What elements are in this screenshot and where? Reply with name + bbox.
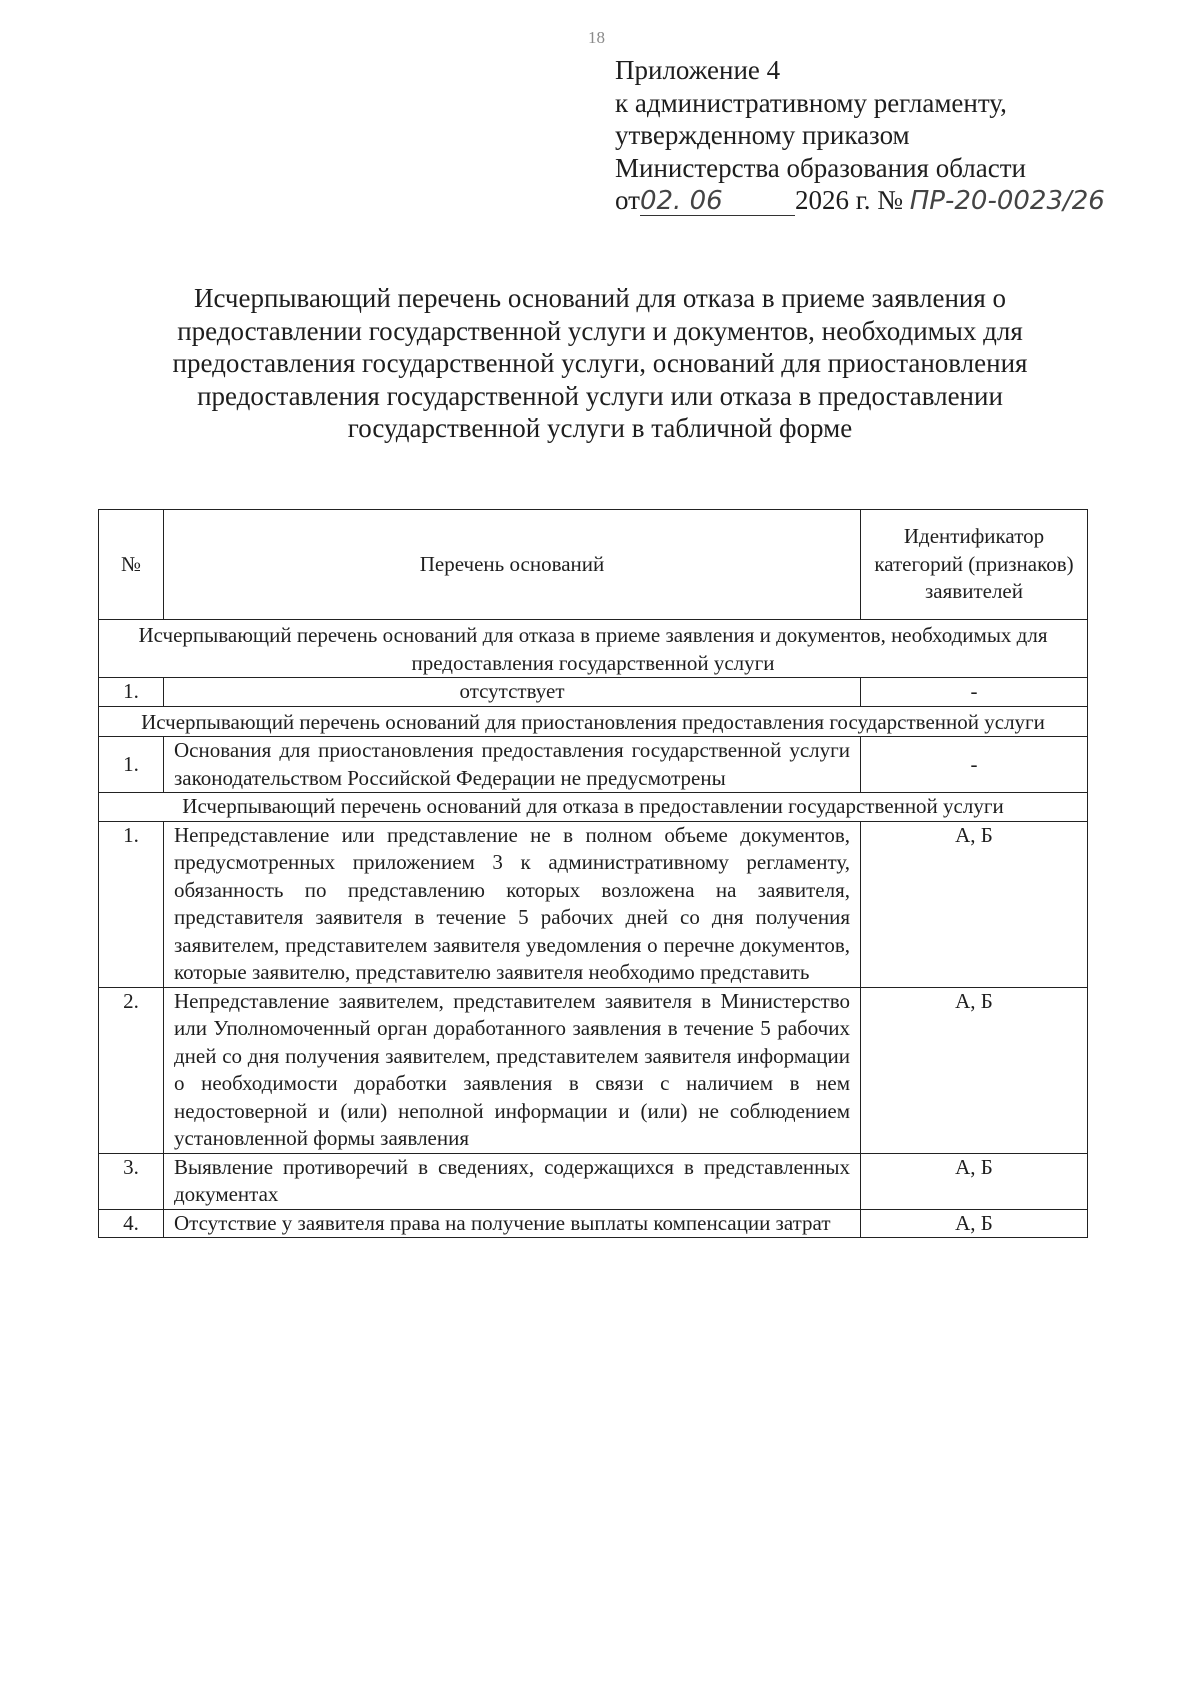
table-row	[99, 737, 1088, 793]
appendix-line-1: Приложение 4	[615, 55, 781, 85]
appendix-block	[615, 54, 1105, 218]
header-grounds: Перечень оснований	[164, 510, 861, 620]
table-header-row	[99, 510, 1088, 620]
appendix-line-4: Министерства образования области	[615, 152, 1026, 183]
row-num: 2.	[99, 987, 164, 1153]
section-row	[99, 620, 1088, 678]
document-title: Исчерпывающий перечень оснований для отказа в приеме заявления о предоставлении государственной услуги и документов, необходимых для предоставления государственной услуги, оснований для приостановления предоставления государственной услуги или отказа в предоставлении государственной услуги в табличной форме	[172, 283, 1028, 443]
table-row	[99, 821, 1088, 987]
row-text: отсутствует	[164, 678, 861, 707]
row-text: Отсутствие у заявителя права на получение выплаты компенсации затрат	[164, 1209, 861, 1238]
grounds-table	[98, 509, 1088, 1238]
section-row	[99, 706, 1088, 737]
appendix-line-2: к административному регламенту,	[615, 87, 1007, 118]
row-text: Непредставление заявителем, представителем заявителя в Министерство или Уполномоченный орган доработанного заявления в течение 5 рабочих дней со дня получения заявителем, представителем заявителя информации о необходимости доработки заявления в связи с наличием в нем недостоверной и (или) неполной информации и (или) не соблюдением установленной формы заявления	[164, 987, 861, 1153]
appendix-date-line	[615, 184, 1105, 218]
row-text: Выявление противоречий в сведениях, содержащихся в представленных документах	[164, 1153, 861, 1209]
date-prefix: от	[615, 185, 640, 215]
row-identifier: -	[861, 737, 1088, 793]
row-identifier: А, Б	[861, 1209, 1088, 1238]
header-identifier: Идентификатор категорий (признаков) заявителей	[861, 510, 1088, 620]
table-row	[99, 987, 1088, 1153]
row-text: Основания для приостановления предоставления государственной услуги законодательством Российской Федерации не предусмотрены	[164, 737, 861, 793]
table-row	[99, 1153, 1088, 1209]
section-title-2: Исчерпывающий перечень оснований для приостановления предоставления государственной услуги	[99, 706, 1088, 737]
row-identifier: А, Б	[861, 1153, 1088, 1209]
row-identifier: А, Б	[861, 987, 1088, 1153]
row-num: 4.	[99, 1209, 164, 1238]
row-text: Непредставление или представление не в полном объеме документов, предусмотренных приложением 3 к административному регламенту, обязанность по представлению которых возложена на заявителя, представителя заявителя в течение 5 рабочих дней со дня получения заявителем, представителем заявителя уведомления о перечне документов, которые заявителю, представителю заявителя необходимо представить	[164, 821, 861, 987]
row-num: 1.	[99, 737, 164, 793]
section-title-3: Исчерпывающий перечень оснований для отказа в предоставлении государственной услуги	[99, 793, 1088, 822]
row-num: 3.	[99, 1153, 164, 1209]
handwritten-date: 02. 06	[639, 186, 723, 216]
appendix-line-3: утвержденному приказом	[615, 120, 910, 150]
section-row	[99, 793, 1088, 822]
year-text: 2026 г. №	[794, 185, 903, 215]
row-num: 1.	[99, 678, 164, 707]
table-row	[99, 1209, 1088, 1238]
table-row	[99, 678, 1088, 707]
row-identifier: А, Б	[861, 821, 1088, 987]
date-field	[640, 187, 795, 216]
handwritten-number: ПР-20-0023/26	[909, 186, 1105, 216]
page-number: 18	[588, 28, 605, 47]
header-num: №	[99, 510, 164, 620]
row-num: 1.	[99, 821, 164, 987]
section-title-1: Исчерпывающий перечень оснований для отказа в приеме заявления и документов, необходимых для предоставления государственной услуги	[99, 620, 1088, 678]
row-identifier: -	[861, 678, 1088, 707]
